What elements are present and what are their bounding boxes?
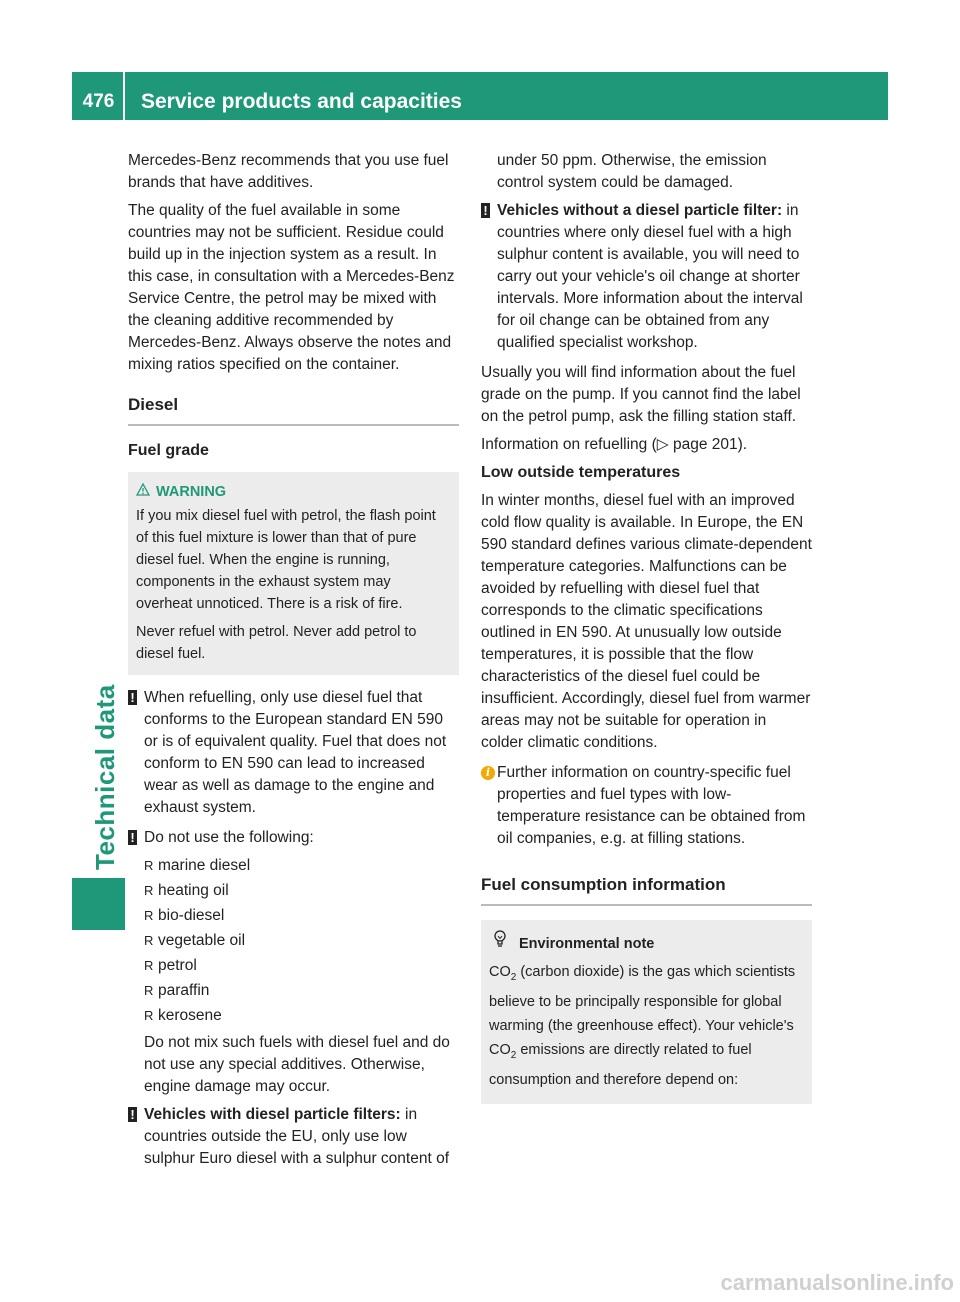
subheading-fuel-grade: Fuel grade bbox=[128, 442, 209, 459]
warning-box bbox=[128, 472, 459, 675]
caution-note bbox=[128, 687, 459, 819]
info-text: Further information on country-specific fuel properties and fuel types with low-temperature resistance can be obtained from oil companies, e.g. at filling stations. bbox=[497, 764, 806, 847]
caution-label: Vehicles without a diesel particle filter: bbox=[497, 202, 783, 219]
list-item: R bio-diesel bbox=[144, 903, 459, 928]
footer-watermark: carmanualsonline.info bbox=[720, 1270, 954, 1295]
list-item: R paraffin bbox=[144, 978, 459, 1003]
caution-icon: ! bbox=[128, 690, 137, 705]
paragraph: Usually you will find information about the fuel grade on the pump. If you cannot find the label on the petrol pump, ask the filling station staff. bbox=[481, 364, 801, 425]
caution-note bbox=[481, 200, 812, 354]
env-title: Environmental note bbox=[519, 936, 655, 952]
page-number: 476 bbox=[82, 91, 115, 112]
paragraph: In winter months, diesel fuel with an improved cold flow quality is available. In Europe, the EN 590 standard defines various climate-dependent temperature categories. Malfunctions can be avoided by refuelling with diesel fuel that corresponds to the climatic specifications outlined in EN 590. At unusually low outside temperatures, it is possible that the flow characteristics of the diesel fuel could be insufficient. Accordingly, diesel fuel from warmer areas may not be suitable for operation in colder climatic conditions. bbox=[481, 492, 812, 751]
list-item: R vegetable oil bbox=[144, 928, 459, 953]
section-heading-fuel-consumption: Fuel consumption information bbox=[481, 862, 812, 906]
list-item: R heating oil bbox=[144, 878, 459, 903]
paragraph-refuel-link[interactable]: Information on refuelling (▷ page 201). bbox=[481, 436, 748, 453]
list-item: R petrol bbox=[144, 953, 459, 978]
caution-note bbox=[128, 827, 459, 849]
fuel-list bbox=[144, 853, 459, 1028]
section-heading-diesel: Diesel bbox=[128, 382, 459, 426]
lightbulb-icon bbox=[489, 930, 511, 956]
caution-text: in countries outside the EU, only use low sulphur Euro diesel with a sulphur content of bbox=[144, 1106, 450, 1167]
caution-icon: ! bbox=[481, 203, 490, 218]
bullet-icon: R bbox=[144, 908, 154, 923]
bullet-icon: R bbox=[144, 858, 154, 873]
list-item: R kerosene bbox=[144, 1003, 459, 1028]
subheading-low-temperatures: Low outside temperatures bbox=[481, 464, 681, 481]
info-icon: i bbox=[481, 766, 495, 780]
right-column bbox=[481, 150, 812, 1104]
info-note bbox=[481, 762, 812, 850]
caution-text: Do not use the following: bbox=[144, 829, 314, 846]
caution-icon: ! bbox=[128, 1107, 137, 1122]
page-number-box bbox=[72, 72, 125, 120]
bullet-icon: R bbox=[144, 1008, 154, 1023]
paragraph: Mercedes-Benz recommends that you use fuel brands that have additives. bbox=[128, 152, 449, 191]
warning-text: If you mix diesel fuel with petrol, the flash point of this fuel mixture is lower than that of pure diesel fuel. When the engine is running, components in the exhaust system may overheat unnoticed. There is a risk of fire. bbox=[136, 508, 436, 612]
warning-heading bbox=[136, 480, 451, 503]
page-title: Service products and capacities bbox=[141, 90, 462, 113]
env-heading bbox=[489, 930, 804, 956]
bullet-icon: R bbox=[144, 983, 154, 998]
left-column bbox=[128, 150, 459, 1178]
caution-text: Do not mix such fuels with diesel fuel and do not use any special additives. Otherwise, engine damage may occur. bbox=[144, 1034, 450, 1095]
warning-title: WARNING bbox=[156, 484, 227, 500]
warning-text: Never refuel with petrol. Never add petrol to diesel fuel. bbox=[136, 624, 417, 662]
caution-note bbox=[128, 1104, 459, 1170]
warning-triangle-icon bbox=[136, 480, 152, 502]
sidebar-label: Technical data bbox=[90, 684, 120, 870]
bullet-icon: R bbox=[144, 958, 154, 973]
env-text: $CO_2$ (carbon dioxide) is the gas which scientists believe to be principally responsible for global warming (the greenhouse effect). Your vehicle's $CO_2$ emissions are directly related to fuel consumption and therefore depend on: bbox=[489, 964, 796, 1088]
caution-text: When refuelling, only use diesel fuel that conforms to the European standard EN 590 or is of equivalent quality. Fuel that does not conform to EN 590 can lead to increased wear as well as damage to the engine and exhaust system. bbox=[144, 689, 447, 816]
bullet-icon: R bbox=[144, 933, 154, 948]
bullet-icon: R bbox=[144, 883, 154, 898]
caution-text: in countries where only diesel fuel with a high sulphur content is available, you will need to carry out your vehicle's oil change at shorter intervals. More information about the interval for oil change can be obtained from any qualified specialist workshop. bbox=[497, 202, 803, 351]
caution-text: under 50 ppm. Otherwise, the emission control system could be damaged. bbox=[497, 152, 767, 191]
sidebar-marker bbox=[72, 878, 125, 930]
paragraph: The quality of the fuel available in some countries may not be sufficient. Residue could build up in the injection system as a result. In this case, in consultation with a Mercedes-Benz Service Centre, the petrol may be mixed with the cleaning additive recommended by Mercedes-Benz. Always observe the notes and mixing ratios specified on the container. bbox=[128, 202, 455, 373]
environmental-note-box bbox=[481, 920, 812, 1104]
list-item: R marine diesel bbox=[144, 853, 459, 878]
caution-icon: ! bbox=[128, 830, 137, 845]
caution-label: Vehicles with diesel particle filters: bbox=[144, 1106, 401, 1123]
